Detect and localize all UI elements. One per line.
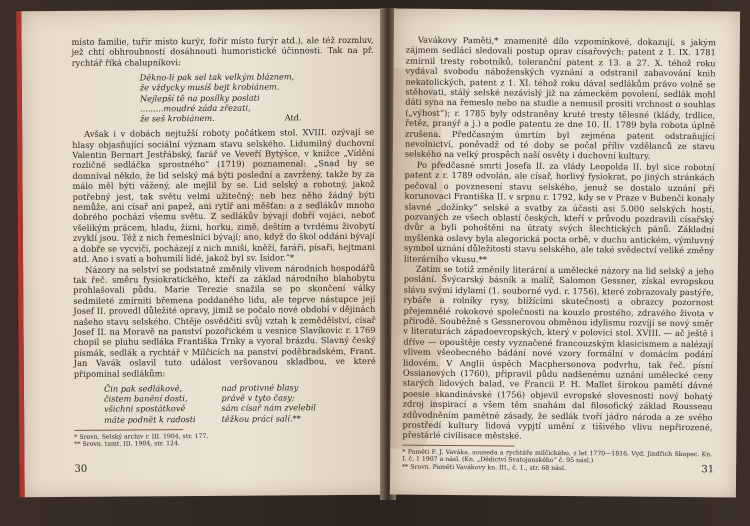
verse-line: Děkno-li pak sel tak velkým bláznem,: [139, 71, 295, 83]
verse-etc: Atd.: [284, 112, 302, 123]
paragraph: Avšak i v dobách nejtužší roboty počátkem stol. XVIII. ozývají se hlasy objasňující sociální význam stavu selského. Lidumilný duchovní Valentin Bernart Jestřábský, farář ve Veveří Bytýšce, v knížce „Vídění rozličné sedláčka sprostného“ (1719) poznamenal: „Snad by se domníval někdo, že lid selský má býti poslední a zavržený, takže by za málo měl býti vážený, ale mejlil by se. Lid selský a robotný, jakož potřebný jest, tak světu velmi užitečný; neb bez něho žádný býti nemůže, ani císař ani papež, ani rytíř ani měšťan: a z sedlákův mnoho dobrého pochází všemu světu. Z sedlákův bývají dobří vojáci, neboť všelikým prácem, hladu, žízni, horku, zimě, deštím a tvrdému živobytí zvyklí jsou. Též z nich řemeslníci bývají; ano, když do škol oddáni bývají a dobře se vycvičí, pocházejí z nich mniši, kněží, faráři, písaři, hejtmani atd. Ano i svatí a bohumilí lidé, jakož byl sv. Isidor.“*: [72, 127, 375, 265]
verse-line: Nejlepší tě na posílky poslati: [139, 92, 260, 104]
footnotes: [402, 448, 715, 476]
verse-quote-two-columns: [104, 382, 376, 425]
paragraph: Zatím se totiž změnily literární a umělecké názory na lid selský a jeho poslání. Švýcarský básník a malíř, Salomon Gessner, získal evropskou slávu svými idylami (1. souborné vyd. r. 1756), které zobrazovaly pastýře, rybáře a rolníky rysy, blížícími skutečnosti a obrazcy pozornost přejemnělé rokokové společnosti na kouzlo prostého, zdravého života v přírodě. Souběžně s Gessnerovou obměnou idylismu rozvíjí se nový směr v literaturách západoevropských, který v polovici stol. XVIII. — ač ještě i dříve — opouštěje cesty vyznačené francouzským klasicismem a nalézají vlivem všeobecného bádání nové vzory formální v domácím podání lidovém. V Anglii úspěch Macphersonova podvrhu, tak řeč. písní Ossianových (1760), připravil půdu nadšenému uznání umělecké ceny starých lidových balad, ve Francii P. H. Mallet širokou pamětí dávné poesie skandinávské (1756) objevil evropské slovesnosti nový bohatý zdroj inspirací a všem těm snahám dal filosofický základ Rousseau zdůvodněním pamětné zásady, že sedlák tvoří jádro národa a ze svého prostředí kultury lidová vypjtí umění z tišivého vlivu nepřirozené, přestárlé civilisace městské.: [402, 263, 714, 442]
paragraph: Názory na selství se podstatně změnily vlivem národních hospodářů tak řeč. směru fysiokratického, kteří za základ národního blahobytu prohlašovali půdu. Marie Terezie snažila se po skončení války sedmileté zmírniti břemena poddaného lidu, ale teprve nástupce její Josef II. provedl důležité opravy, jimiž se počalo nové období v dějinách našeho stavu selského. Chtěje osvědčiti svůj vztah k zemědělství, císař Josef II. na Moravě na panství pozořickém u vesnice Slavíkovic r. 1769 chopil se pluhu sedláka Františka Trnky a vyoral brázdu. Slavný český písmák, sedlák a rychtář v Milčicích na panství poděbradském, Frant. Jan Vavák oslavil tuto událost veršovanou skladbou, ve které připomínal sedlákům:: [73, 262, 376, 379]
verse-line: že seš krobiánem. Atd.: [140, 112, 302, 124]
verse-line: právě v tyto časy;: [221, 392, 295, 404]
page-number: 31: [701, 464, 715, 476]
verse-line: máte podnět k radosti: [104, 413, 196, 425]
footnote: * Paměti F. J. Vaváka, souseda a rychtáře milčického, z let 1770—1816. Vyd. Jindřich Skopec. Kn. I. č. 1 1907 a násl. (Kn. „Dědictví Svatojanského“ č. 95 násl.): [402, 448, 713, 465]
verse-line: všichni spostátkově: [104, 403, 186, 415]
verse-column-left: [104, 383, 196, 424]
page-number: 30: [74, 463, 88, 475]
footnote: * Srovn. Selský archiv r. III. 1904, str. 177.: [74, 432, 209, 441]
verse-line: Čin pak sedlákově,: [103, 383, 183, 394]
left-page-text: [71, 35, 376, 449]
footnote: ** Srovn. Paměti Vavákovy kn. III., č. 1., str. 68 násl.: [402, 463, 567, 473]
verse-line: že vždycky musíš bejt krobiánem.: [139, 81, 280, 93]
footnotes: [74, 432, 376, 449]
verse-line: těžkou práci salí.**: [221, 412, 301, 424]
left-page: [16, 9, 390, 498]
paragraph: Vavákovy Paměti,* znamenité dílo vzpomínkové, dokazují, s jakým zájmem sedláci sledovali postup oprav císařových: patent z 1. IX. 1781 zmírnil tresty robotníků, toleranční patent z 13. a 27. X. téhož roku vydával svobodu náboženských vyznání a odstranil zabavování knih nekatolických, patent z 1. XI. téhož roku dával sedlákům právo volně se stěhovati, stálý selské nezávislý již na zámeckém povolení, sedlák mohl dáti syna na řemeslo nebo na studie a nemusil prositi vrchnost o souhlas („výhost“); r. 1785 byly odstraněny kruté tresty tělesné (klády, trdlice, řetěz, pranýř a j.) a podle patentu ze dne 10. II. 1789 byla robota úplně zrušena. Předčasným úmrtím byl zejména patent odstraňující nevolnictví, poněvadž od té doby se počal příliv vzdělanců ze stavu selského na velký prospěch naší osvěty i duchovní kultury.: [404, 34, 716, 162]
verse-quote: [140, 71, 374, 124]
paragraph: Po předčasné smrti Josefa II. za vlády Leopolda II. byl sice robotní patent z r. 1789 odvolán, ale císař, horlivý fysiokrat, po jiných stránkách pečoval o povznesení stavu selského, jenuž se dostalo uznání při korunovaci Františka II. v srpnu r. 1792, kdy se v Praze v Bubenči konaly slavné „dožínky“ selské a svatby za účasti asi 5.000 selských hostí, pozvaných ze všech oblastí českých, kteří v průvodu pozdravili císařský dvůr a byli pohoštěni na útraty svých šlechtických pánů. Základní myšlenka oslavy byla alegorická pocta orbě, v duchu antickém, výmluvný symbol uznání důležitosti stavu selského, ale také svědectví veliké změny literárního vkusu.**: [403, 159, 715, 264]
right-page: [390, 8, 740, 497]
verse-line: sám císař nám zvelebil: [221, 402, 317, 414]
footnote: ** Srovn. tamt. III. 1904, str. 124.: [74, 440, 180, 449]
paragraph: místo familie, tuřír místo kurýr, fořír místo furýr atd.), ale též rozmluv, jež chtí obhroubností dosáhnouti humoristické účinnosti. Tak na př. rychtář říká chalupníkovi:: [71, 34, 374, 68]
verse-column-right: [221, 382, 316, 423]
verse-line: čistem banění dosti,: [103, 393, 188, 404]
right-page-text: [402, 35, 716, 474]
verse-line: nad protivné blasy: [221, 382, 299, 393]
verse-line: .........moudré záda zřezati,: [139, 102, 251, 114]
